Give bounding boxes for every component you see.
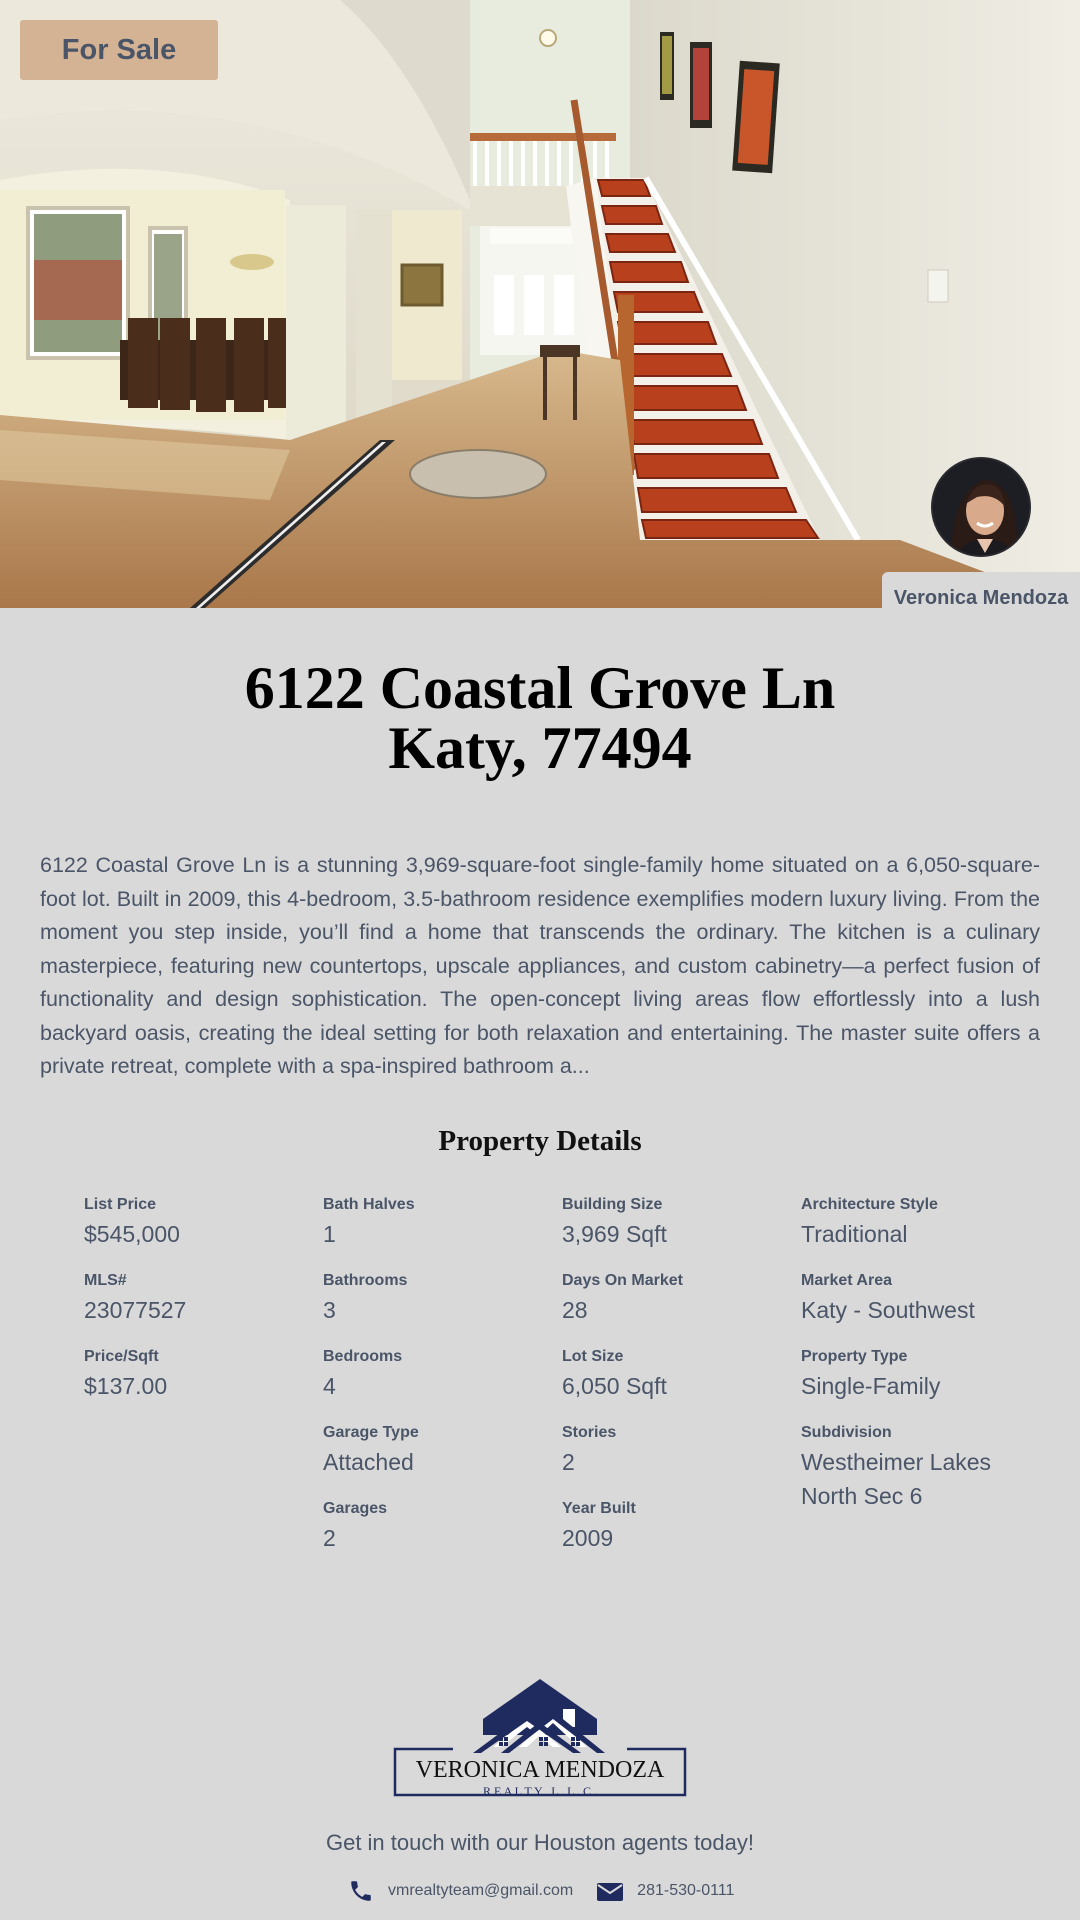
- detail-value: 3: [323, 1297, 336, 1323]
- detail-value: 23077527: [84, 1297, 187, 1323]
- address-city-zip: Katy, 77494: [388, 715, 692, 781]
- logo-name: VERONICA MENDOZA: [415, 1757, 665, 1783]
- detail-label: Property Type: [801, 1348, 908, 1365]
- detail-value: 2: [562, 1449, 575, 1475]
- detail-value: 2009: [562, 1525, 614, 1551]
- detail-label: Garages: [323, 1500, 388, 1517]
- house-logo-icon: [393, 1675, 687, 1803]
- detail-label: Lot Size: [562, 1348, 624, 1365]
- contact-tagline: Get in touch with our Houston agents today!: [325, 1830, 755, 1855]
- detail-subdivision: [801, 1423, 1040, 1513]
- phone-icon: [346, 1876, 376, 1906]
- listing-address: [0, 655, 1080, 781]
- detail-stories: [562, 1423, 801, 1479]
- detail-bedrooms: [323, 1347, 562, 1403]
- contact-row: [346, 1876, 734, 1906]
- details-column-1: [84, 1195, 323, 1575]
- logo-subtitle: R E A L T Y L . L . C .: [482, 1784, 598, 1798]
- detail-value: 2: [323, 1525, 336, 1551]
- detail-label: Days On Market: [562, 1272, 683, 1289]
- detail-market-area: [801, 1271, 1040, 1327]
- address-street: 6122 Coastal Grove Ln: [244, 655, 836, 721]
- detail-value: 6,050 Sqft: [562, 1373, 667, 1399]
- details-column-4: [801, 1195, 1040, 1575]
- detail-value: $545,000: [84, 1221, 180, 1247]
- detail-value: Westheimer Lakes North Sec 6: [801, 1449, 992, 1509]
- detail-label: Year Built: [562, 1500, 636, 1517]
- detail-value: Katy - Southwest: [801, 1297, 975, 1323]
- detail-label: Bath Halves: [323, 1196, 415, 1213]
- detail-bath-halves: [323, 1195, 562, 1251]
- detail-value: 3,969 Sqft: [562, 1221, 667, 1247]
- detail-label: Market Area: [801, 1272, 893, 1289]
- phone-link[interactable]: 281-530-0111: [637, 1882, 735, 1899]
- detail-value: Traditional: [801, 1221, 908, 1247]
- detail-building-size: [562, 1195, 801, 1251]
- realty-logo[interactable]: [393, 1675, 687, 1803]
- detail-days-on-market: [562, 1271, 801, 1327]
- agent-portrait-image: [933, 459, 1031, 557]
- interior-photo-illustration: [0, 0, 1080, 608]
- detail-value: 28: [562, 1297, 588, 1323]
- detail-label: Building Size: [562, 1196, 663, 1213]
- detail-label: Price/Sqft: [84, 1348, 159, 1365]
- detail-label: Bathrooms: [323, 1272, 408, 1289]
- detail-lot-size: [562, 1347, 801, 1403]
- detail-bathrooms: [323, 1271, 562, 1327]
- detail-value: Attached: [323, 1449, 414, 1475]
- detail-label: Subdivision: [801, 1424, 892, 1441]
- detail-label: Bedrooms: [323, 1348, 403, 1365]
- email-link[interactable]: vmrealtyteam@gmail.com: [388, 1882, 574, 1899]
- agent-name-tag[interactable]: Veronica Mendoza: [882, 572, 1080, 608]
- detail-list-price: [84, 1195, 323, 1251]
- detail-architecture-style: [801, 1195, 1040, 1251]
- detail-value: 4: [323, 1373, 336, 1399]
- detail-garages: [323, 1499, 562, 1555]
- property-details-grid: [84, 1195, 1044, 1575]
- agent-avatar[interactable]: [931, 457, 1031, 557]
- detail-value: Single-Family: [801, 1373, 941, 1399]
- for-sale-badge: For Sale: [20, 20, 218, 80]
- property-details-heading: Property Details: [438, 1125, 642, 1157]
- details-column-2: [323, 1195, 562, 1575]
- detail-value: 1: [323, 1221, 336, 1247]
- detail-year-built: [562, 1499, 801, 1555]
- detail-label: MLS#: [84, 1272, 127, 1289]
- detail-label: List Price: [84, 1196, 157, 1213]
- details-column-3: [562, 1195, 801, 1575]
- detail-label: Garage Type: [323, 1424, 419, 1441]
- detail-garage-type: [323, 1423, 562, 1479]
- detail-mls: [84, 1271, 323, 1327]
- detail-value: $137.00: [84, 1373, 168, 1399]
- listing-description: 6122 Coastal Grove Ln is a stunning 3,969-square-foot single-family home situated on a 6,050-square-foot lot. Built in 2009, this 4-bedroom, 3.5-bathroom residence exemplifies modern luxury living. From the moment you step inside, you’ll find a home that transcends the ordinary. The kitchen is a culinary masterpiece, featuring new countertops, upscale appliances, and custom cabinetry—a perfect fusion of functionality and design sophistication. The open-concept living areas flow effortlessly into a lush backyard oasis, creating the ideal setting for both relaxation and entertaining. The master suite offers a private retreat, complete with a spa-inspired bathroom a...: [40, 853, 1040, 1078]
- hero-photo: [0, 0, 1080, 608]
- detail-price-per-sqft: [84, 1347, 323, 1403]
- detail-property-type: [801, 1347, 1040, 1403]
- detail-label: Architecture Style: [801, 1196, 938, 1213]
- envelope-icon: [595, 1876, 625, 1906]
- detail-label: Stories: [562, 1424, 617, 1441]
